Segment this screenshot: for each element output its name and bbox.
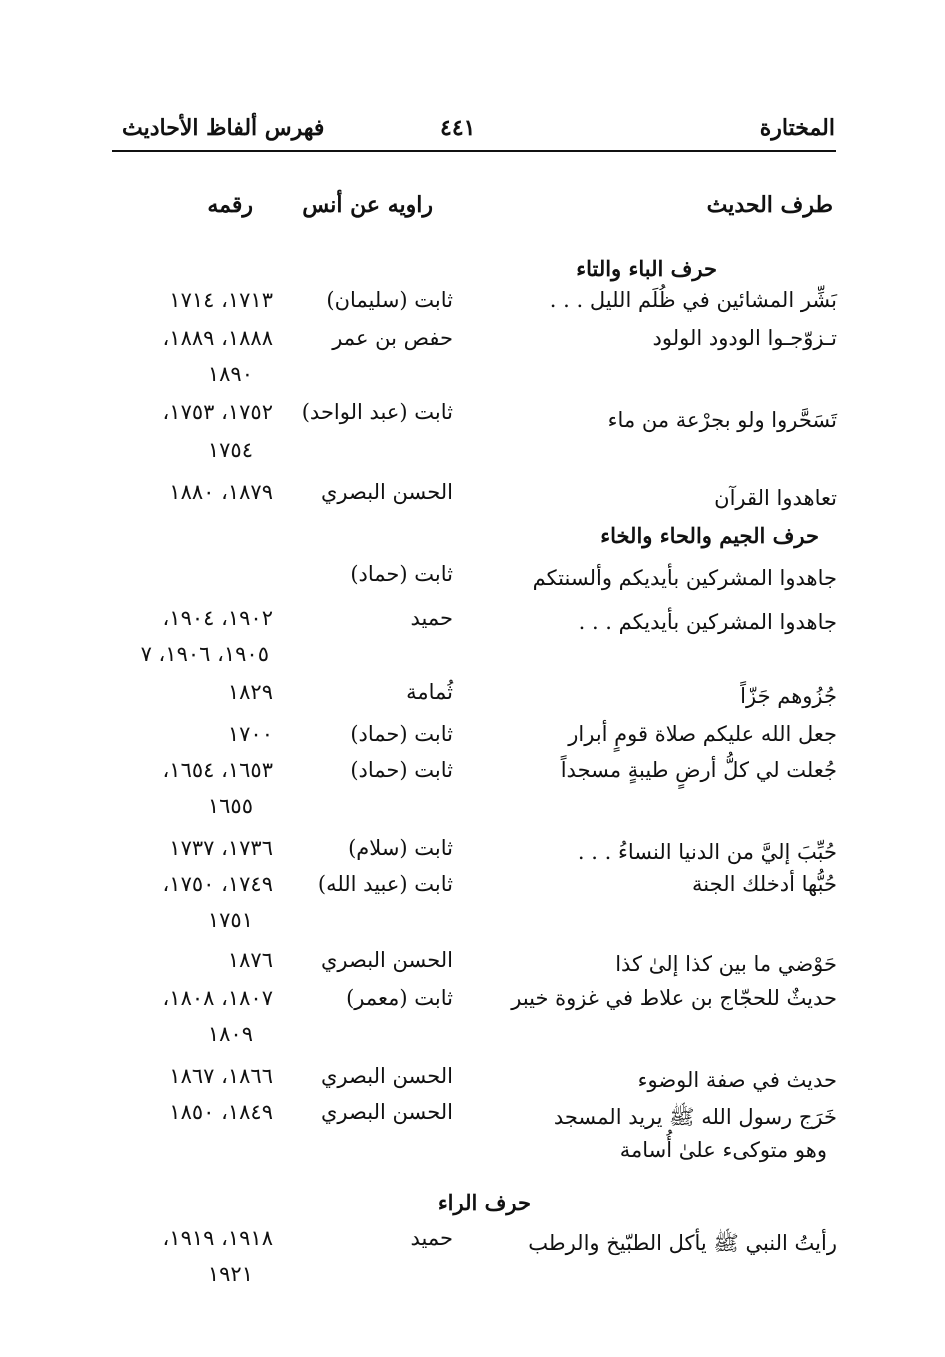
hadith-term: حُبِّبَ إليَّ من الدنيا النساءُ . . . xyxy=(577,840,837,864)
hadith-numbers: ١٩٠٢، ١٩٠٤، xyxy=(162,606,273,630)
hadith-term: حديث في صفة الوضوء xyxy=(637,1068,837,1092)
hadith-numbers: ١٧٣٦، ١٧٣٧ xyxy=(169,836,273,860)
table-row-continuation xyxy=(0,908,945,944)
narrator: حميد xyxy=(410,1226,453,1250)
hadith-term: تعاهدوا القرآن xyxy=(714,486,837,510)
narrator: ثابت (عبيد الله) xyxy=(317,872,453,896)
hadith-term: تـزوّجـوا الودود الولود xyxy=(652,326,837,350)
hadith-numbers: ١٧٤٩، ١٧٥٠، xyxy=(162,872,273,896)
hadith-term: جاهدوا المشركين بأيديكم وألسنتكم xyxy=(532,566,837,590)
hadith-numbers: ١٩١٨، ١٩١٩، xyxy=(162,1226,273,1250)
table-row xyxy=(0,1226,945,1262)
table-row xyxy=(0,288,945,324)
table-row xyxy=(0,1064,945,1100)
hadith-numbers: ١٨٢٩ xyxy=(227,680,273,704)
hadith-numbers-cont: ١٦٥٥ xyxy=(207,794,253,818)
narrator: ثابت (حماد) xyxy=(350,722,453,746)
hadith-term: خَرَج رسول الله ﷺ يريد المسجد xyxy=(553,1105,837,1129)
hadith-term: جُزُوهم جَزّاً xyxy=(740,684,837,708)
table-row xyxy=(0,986,945,1022)
narrator: ثابت (سليمان) xyxy=(326,288,453,312)
narrator: ثابت (عبد الواحد) xyxy=(301,400,453,424)
narrator: ثابت (حماد) xyxy=(350,758,453,782)
table-row-continuation xyxy=(0,1138,945,1174)
narrator: الحسن البصري xyxy=(321,948,453,972)
hadith-numbers-cont: ١٩٠٥، ١٩٠٦، ٧ xyxy=(140,642,269,666)
hadith-term: حُبُّها أدخلك الجنة xyxy=(692,872,837,896)
table-row xyxy=(0,1100,945,1136)
hadith-numbers: ١٨٠٧، ١٨٠٨، xyxy=(162,986,273,1010)
table-row-continuation xyxy=(0,1022,945,1058)
index-title: فهرس ألفاظ الأحاديث xyxy=(122,115,325,141)
header-rule xyxy=(112,150,836,152)
table-row xyxy=(0,480,945,516)
hadith-numbers-cont: ١٧٥٤ xyxy=(207,438,253,462)
table-row xyxy=(0,722,945,758)
table-row-continuation xyxy=(0,794,945,830)
section-heading-ra: حرف الراء xyxy=(437,1190,531,1215)
table-row xyxy=(0,836,945,872)
table-row xyxy=(0,400,945,436)
page-number: ٤٤١ xyxy=(440,115,476,141)
table-row xyxy=(0,680,945,716)
narrator: الحسن البصري xyxy=(321,480,453,504)
hadith-numbers-cont: ١٨٩٠ xyxy=(207,362,253,386)
section-heading-jim-ha-kha: حرف الجيم والحاء والخاء xyxy=(600,523,819,548)
column-header-term: طرف الحديث xyxy=(706,192,833,218)
table-row xyxy=(0,948,945,984)
narrator: حميد xyxy=(410,606,453,630)
hadith-term: رأيتُ النبي ﷺ يأكل الطبّيخ والرطب xyxy=(528,1231,837,1255)
hadith-numbers: ١٨٧٦ xyxy=(227,948,273,972)
narrator: الحسن البصري xyxy=(321,1064,453,1088)
hadith-numbers-cont: ١٩٢١ xyxy=(207,1262,253,1286)
column-header-number: رقمه xyxy=(207,192,253,218)
hadith-numbers-cont: ١٧٥١ xyxy=(207,908,253,932)
narrator: ثابت (معمر) xyxy=(346,986,453,1010)
table-row xyxy=(0,562,945,598)
table-row-continuation xyxy=(0,1262,945,1298)
column-header-narrator: راويه عن أنس xyxy=(302,192,433,218)
hadith-term: تَسَحَّروا ولو بجرْعة من ماء xyxy=(607,408,837,432)
hadith-numbers: ١٦٥٣، ١٦٥٤، xyxy=(162,758,273,782)
table-row-continuation xyxy=(0,642,945,678)
hadith-term: حديثٌ للحجّاج بن علاط في غزوة خيبر xyxy=(511,986,837,1010)
narrator: الحسن البصري xyxy=(321,1100,453,1124)
table-row xyxy=(0,758,945,794)
table-row xyxy=(0,606,945,642)
hadith-term: حَوْضي ما بين كذا إلىٰ كذا xyxy=(615,952,837,976)
hadith-numbers: ١٧٥٢، ١٧٥٣، xyxy=(162,400,273,424)
narrator: ثُمامة xyxy=(406,680,453,704)
hadith-numbers: ١٧١٣، ١٧١٤ xyxy=(169,288,273,312)
narrator: حفص بن عمر xyxy=(332,326,453,350)
hadith-numbers-cont: ١٨٠٩ xyxy=(207,1022,253,1046)
hadith-numbers: ١٨٧٩، ١٨٨٠ xyxy=(169,480,273,504)
hadith-term: جعل الله عليكم صلاة قومٍ أبرار xyxy=(568,722,837,746)
hadith-numbers: ١٨٤٩، ١٨٥٠ xyxy=(169,1100,273,1124)
section-heading-ba-ta: حرف الباء والتاء xyxy=(576,256,717,281)
book-title: المختارة xyxy=(759,115,835,141)
table-row xyxy=(0,326,945,362)
hadith-numbers: ١٨٨٨، ١٨٨٩، xyxy=(162,326,273,350)
table-row-continuation xyxy=(0,438,945,474)
table-row xyxy=(0,872,945,908)
narrator: ثابت (حماد) xyxy=(350,562,453,586)
hadith-term: جُعلت لي كلُّ أرضٍ طيبةٍ مسجداً xyxy=(560,758,837,782)
table-row-continuation xyxy=(0,362,945,398)
hadith-term: بَشِّر المشائين في ظُلَم الليل . . . xyxy=(549,288,837,312)
narrator: ثابت (سلام) xyxy=(348,836,453,860)
hadith-numbers: ١٧٠٠ xyxy=(227,722,273,746)
hadith-numbers: ١٨٦٦، ١٨٦٧ xyxy=(169,1064,273,1088)
hadith-term: جاهدوا المشركين بأيديكم . . . xyxy=(578,610,837,634)
hadith-term-cont: وهو متوكىء علىٰ أُسامة xyxy=(619,1138,827,1162)
